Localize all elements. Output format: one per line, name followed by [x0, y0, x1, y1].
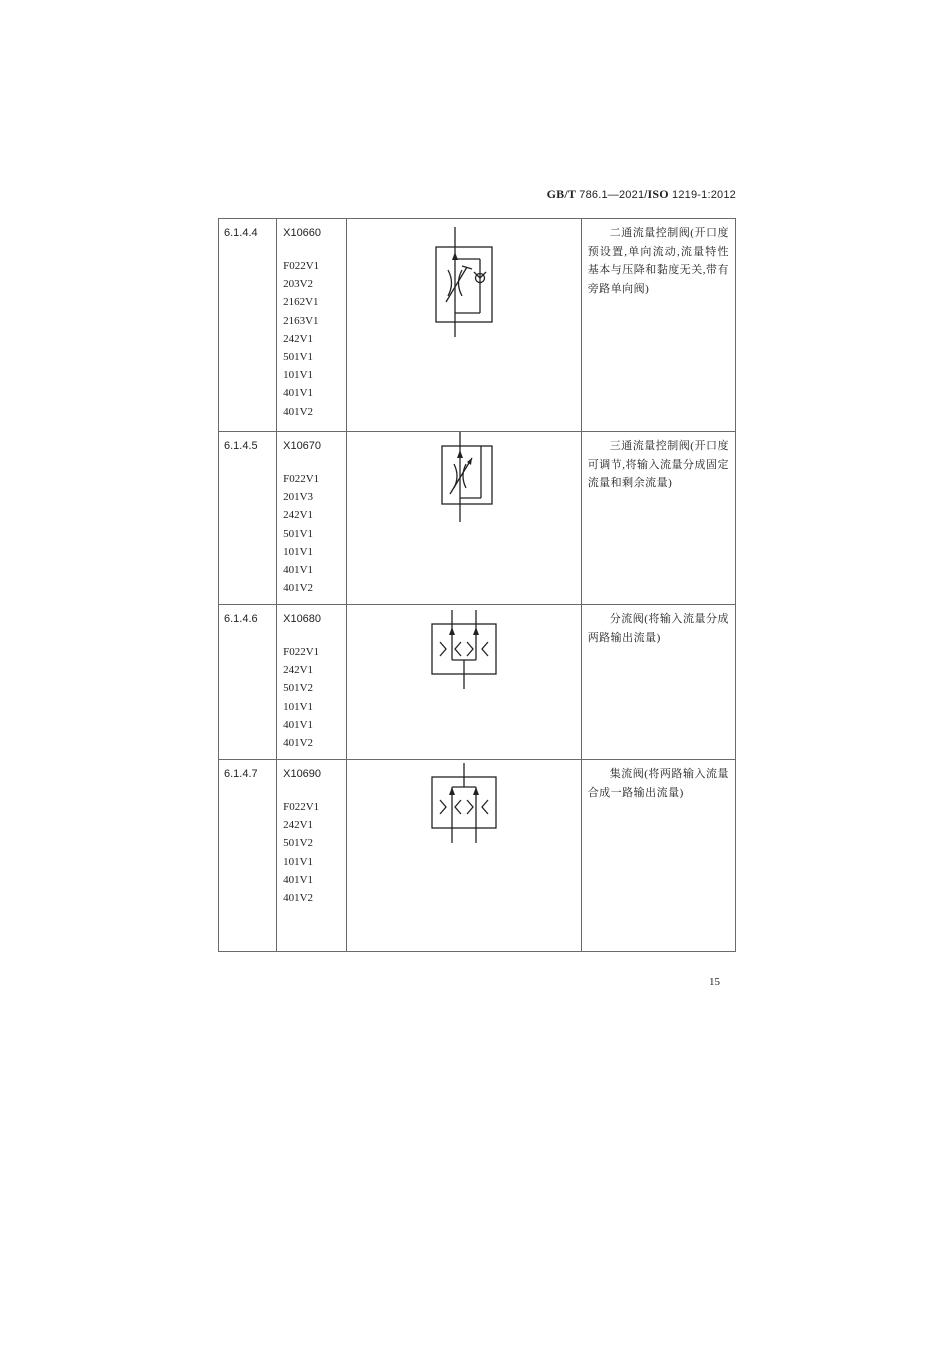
- element-reference: 242V1: [283, 509, 314, 522]
- standard-number: 786.1—2021/: [579, 189, 648, 201]
- element-reference: F022V1: [283, 473, 320, 485]
- page-header: [0, 187, 736, 202]
- element-reference: 401V1: [283, 718, 314, 731]
- element-reference: 401V1: [283, 563, 314, 576]
- element-reference: 401V1: [283, 387, 314, 400]
- element-reference: 101V1: [283, 700, 314, 713]
- element-reference: F022V1: [283, 260, 320, 272]
- iso-number: 1219-1:2012: [672, 189, 736, 201]
- table-row: [219, 219, 736, 432]
- element-reference-list: [277, 798, 346, 907]
- element-reference: 501V2: [283, 682, 314, 695]
- symbol-cell: [347, 605, 580, 695]
- element-reference: 203V2: [283, 278, 314, 291]
- three-way-flow-control-valve-icon: [414, 432, 514, 532]
- clause-number: 6.1.4.4: [224, 227, 258, 239]
- symbol-table: [218, 218, 736, 952]
- symbol-cell: [347, 219, 580, 339]
- two-way-flow-control-valve-with-check-icon: [404, 219, 524, 339]
- element-reference-list: [277, 257, 346, 421]
- element-reference: 242V1: [283, 332, 314, 345]
- page-number: 15: [709, 976, 720, 988]
- symbol-cell: [347, 760, 580, 850]
- clause-number: 6.1.4.5: [224, 440, 258, 452]
- description: 集流阀(将两路输入流量合成一路输出流量): [587, 768, 729, 799]
- table-row: [219, 760, 736, 952]
- description: 分流阀(将输入流量分成两路输出流量): [587, 613, 729, 644]
- element-reference: 401V2: [283, 736, 314, 749]
- element-reference: 401V2: [283, 582, 314, 595]
- element-reference-list: [277, 643, 346, 752]
- element-reference: F022V1: [283, 646, 320, 658]
- flow-divider-valve-icon: [424, 605, 504, 695]
- clause-number: 6.1.4.7: [224, 768, 258, 780]
- description: 二通流量控制阀(开口度预设置,单向流动,流量特性基本与压降和黏度无关,带有旁路单向阀): [587, 227, 729, 295]
- table-row: [219, 605, 736, 760]
- element-reference: 501V1: [283, 350, 314, 363]
- element-reference: 501V1: [283, 527, 314, 540]
- flow-combiner-valve-icon: [424, 760, 504, 850]
- element-reference: 401V2: [283, 891, 314, 904]
- element-reference: 401V1: [283, 873, 314, 886]
- element-reference: 501V2: [283, 837, 314, 850]
- registration-number: X10670: [283, 440, 322, 452]
- element-reference: 242V1: [283, 819, 314, 832]
- element-reference-list: [277, 470, 346, 597]
- element-reference: 2163V1: [283, 314, 319, 327]
- description: 三通流量控制阀(开口度可调节,将输入流量分成固定流量和剩余流量): [587, 440, 729, 489]
- registration-number: X10680: [283, 613, 322, 625]
- table-row: [219, 432, 736, 605]
- symbol-cell: [347, 432, 580, 532]
- clause-number: 6.1.4.6: [224, 613, 258, 625]
- standard-prefix: GB/T: [546, 187, 577, 201]
- element-reference: F022V1: [283, 801, 320, 813]
- registration-number: X10660: [283, 227, 322, 239]
- registration-number: X10690: [283, 768, 322, 780]
- element-reference: 201V3: [283, 491, 314, 504]
- element-reference: 101V1: [283, 545, 314, 558]
- element-reference: 101V1: [283, 855, 314, 868]
- element-reference: 401V2: [283, 405, 314, 418]
- element-reference: 242V1: [283, 664, 314, 677]
- iso-prefix: ISO: [647, 187, 669, 201]
- element-reference: 101V1: [283, 369, 314, 382]
- element-reference: 2162V1: [283, 296, 319, 309]
